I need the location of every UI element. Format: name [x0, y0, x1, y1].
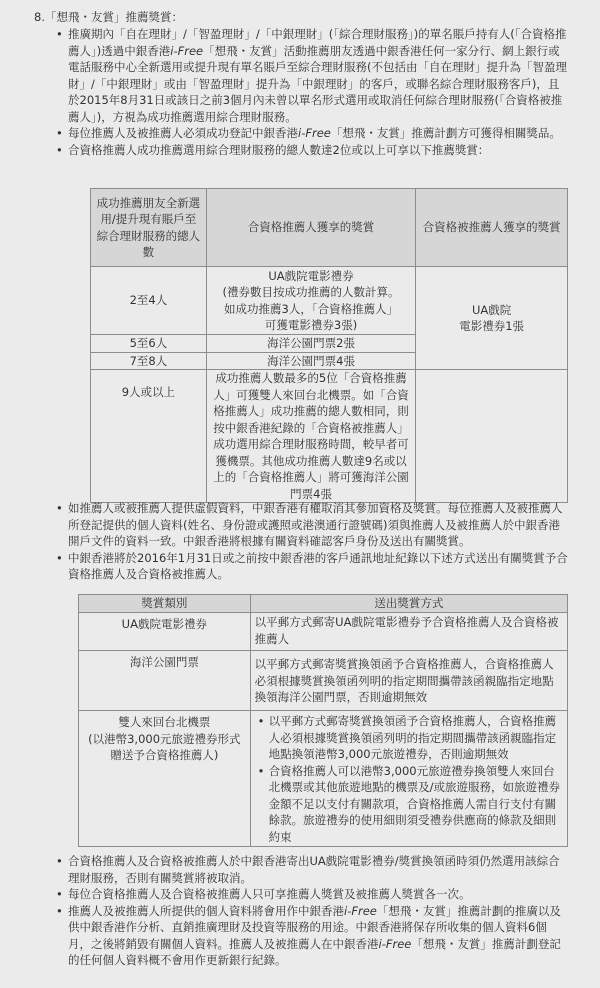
method-item: • 以平郵方式郵寄獎賞換領函予合資格推薦人，合資格推薦人必須根據獎賞換領函列明的指定期間攜帶該函親臨指定地點換領港幣3,000元旅遊禮券，否則逾期無效	[257, 714, 557, 761]
table-row: 雙人來回台北機票 (以港幣3,000元旅遊禮券形式 贈送予合資格推薦人) • 以平郵方式郵寄獎賞換領函予合資格推薦人，合資格推薦人必須根據獎賞換領函列明的指定期間攜帶該函親臨指定地點換領港幣3,000元旅遊禮券，否則逾期無效 • 合資格推薦人可以港幣3,000元旅遊禮券換領雙人來回台北機票或其他旅遊地點的機票及/或旅遊服務，如旅遊禮券金額不足以支付有關款項，合資格推薦人需自行支付有關餘款。旅遊禮券的使用細則須受禮券供應商的條款及細則約束	[79, 711, 568, 847]
table-row: 9人或以上 成功推薦人數最多的5位「合資格推薦人」可獲雙人來回台北機票。如「合資格推薦人」成功推薦的總人數相同，則按中銀香港紀錄的「合資格被推薦人」成功選用綜合理財服務時間，較早者可獲機票。其他成功推薦人數達9名或以上的「合資格推薦人」將可獲海洋公園門票4張	[91, 370, 568, 503]
bullet-dot-icon: •	[56, 142, 63, 157]
reward-table	[90, 188, 568, 503]
delivery-table	[78, 594, 568, 847]
bullet-item: • 如推薦人或被推薦人提供虛假資料，中銀香港有權取消其參加資格及獎賞。每位推薦人及被推薦人所登記提供的個人資料(姓名、身份證或護照或港澳通行證號碼)須與推薦人及被推薦人於中銀香港開戶文件的資料一致。中銀香港將根據有關資料確認客戶身份及送出有關獎賞。	[56, 501, 563, 548]
bullet-item: • 推薦人及被推薦人所提供的個人資料將會用作中銀香港i-Free「想飛・友賞」推薦計劃的推廣以及供中銀香港作分析、直銷推廣理財及投資等服務的用途。中銀香港將保存所收集的個人資料6個月，之後將銷毀有關個人資料。推薦人及被推薦人在中銀香港i-Free「想飛・友賞」推薦計劃登記的任何個人資料概不會用作更新銀行紀錄。	[56, 903, 561, 967]
table-row: 5至6人 海洋公園門票2張	[91, 335, 568, 353]
bullet-list-top	[56, 26, 568, 158]
bullet-list-bottom	[56, 853, 568, 969]
table-row: 7至8人 海洋公園門票4張	[91, 352, 568, 370]
bullet-dot-icon: •	[56, 854, 63, 868]
bullet-dot-icon: •	[56, 550, 63, 565]
bullet-item: • 每位合資格推薦人及合資格被推薦人只可享推薦人獎賞及被推薦人獎賞各一次。	[56, 887, 471, 901]
bullet-dot-icon: •	[56, 903, 63, 918]
bullet-item: • 推廣期內「自在理財」/「智盈理財」/「中銀理財」(「綜合理財服務」)的單名賬戶持有人(「合資格推薦人」)透過中銀香港i-Free「想飛・友賞」活動推薦朋友透過中銀香港任何一家分行、網上銀行或電話服務中心全新選用或提升現有單名賬戶至綜合理財服務(不包括由「自在理財」提升為「智盈理財」/「中銀理財」或由「智盈理財」提升為「中銀理財」的客戶，或聯名綜合理財服務客戶)，且於2015年8月31日或該日之前3個月內未曾以單名形式選用或取消任何綜合理財服務(「合資格被推薦人」)，方視為成功推薦選用綜合理財服務。	[56, 27, 567, 124]
bullet-dot-icon: •	[257, 763, 265, 778]
table-row: UA戲院電影禮券 以平郵方式郵寄UA戲院電影禮券予合資格推薦人及合資格被推薦人	[79, 613, 568, 651]
table-row: 2至4人 UA戲院電影禮券 (禮券數目按成功推薦的人數計算。 如成功推薦3人，「合資格推薦人」 可獲電影禮券3張) UA戲院 電影禮券1張	[91, 267, 568, 335]
reward-table-header	[91, 189, 568, 267]
bullet-dot-icon: •	[56, 27, 63, 41]
bullet-item: • 每位推薦人及被推薦人必須成功登記中銀香港i-Free「想飛・友賞」推薦計劃方可獲得相關獎品。	[56, 126, 561, 140]
referee-reward-cell: UA戲院 電影禮券1張	[416, 267, 568, 370]
bullet-list-mid	[56, 500, 568, 583]
bullet-dot-icon: •	[56, 126, 63, 140]
delivery-table-header	[79, 595, 568, 613]
table-row: 海洋公園門票 以平郵方式郵寄獎賞換領函予合資格推薦人，合資格推薦人必須根據獎賞換領函列明的指定期間攜帶該函親臨指定地點換領海洋公園門票，否則逾期無效	[79, 651, 568, 711]
bullet-item: • 合資格推薦人成功推薦選用綜合理財服務的總人數達2位或以上可享以下推薦獎賞：	[56, 142, 490, 157]
bullet-dot-icon: •	[257, 714, 265, 728]
header-count: 成功推薦朋友全新選用/提升現有賬戶至綜合理財服務的總人數	[91, 189, 207, 267]
bullet-dot-icon: •	[56, 887, 63, 901]
bullet-item: • 合資格推薦人及合資格被推薦人於中銀香港寄出UA戲院電影禮券/獎賞換領函時須仍然選用該綜合理財服務，否則有關獎賞將被取消。	[56, 854, 560, 885]
method-list	[255, 713, 563, 845]
header-referrer-reward: 合資格推薦人獲享的獎賞	[206, 189, 416, 267]
section-heading: 8.「想飛・友賞」推薦獎賞：	[34, 10, 183, 24]
bullet-item: • 中銀香港將於2016年1月31日或之前按中銀香港的客戶通訊地址紀錄以下述方式送出有關獎賞予合資格推薦人及合資格被推薦人。	[56, 550, 568, 581]
header-referee-reward: 合資格被推薦人獲享的獎賞	[416, 189, 568, 267]
header-method: 送出獎賞方式	[250, 595, 567, 613]
header-category: 獎賞類別	[79, 595, 251, 613]
bullet-dot-icon: •	[56, 501, 63, 515]
method-item: • 合資格推薦人可以港幣3,000元旅遊禮券換領雙人來回台北機票或其他旅遊地點的機票及/或旅遊服務，如旅遊禮券金額不足以支付有關款項，合資格推薦人需自行支付有關餘款。旅遊禮券的使用細則須受禮券供應商的條款及細則約束	[257, 763, 561, 844]
